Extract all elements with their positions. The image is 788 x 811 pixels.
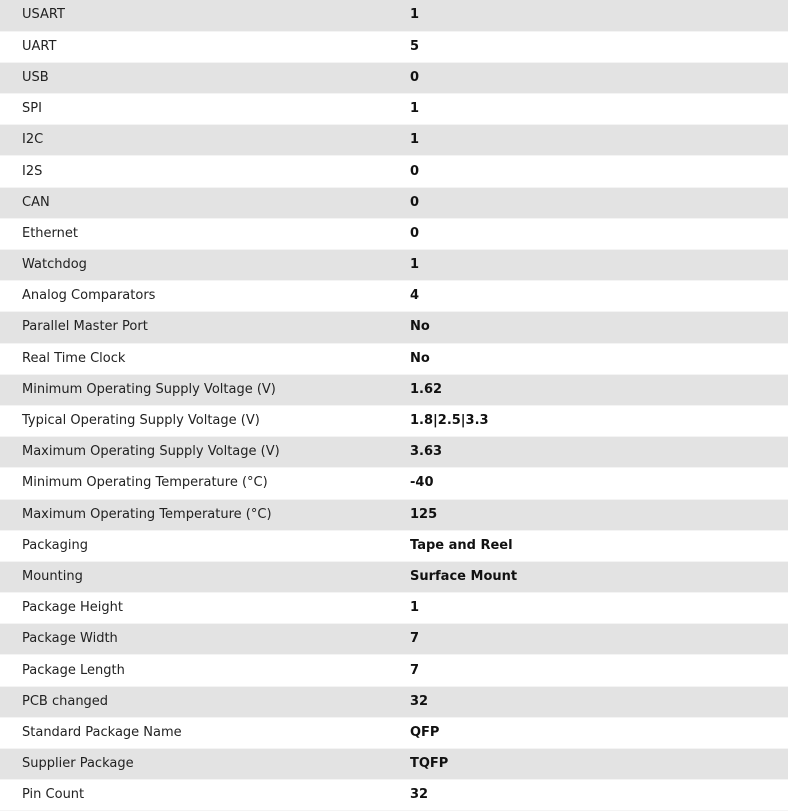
spec-value: 1.62: [410, 374, 788, 405]
spec-label: Typical Operating Supply Voltage (V): [0, 405, 410, 436]
spec-label: PCB changed: [0, 686, 410, 717]
spec-row-packaging: [0, 530, 788, 561]
spec-value: No: [410, 312, 788, 343]
spec-value: 0: [410, 187, 788, 218]
spec-value: 1: [410, 125, 788, 156]
spec-value: 1: [410, 250, 788, 281]
spec-row-package-width: [0, 624, 788, 655]
spec-row-max-supply-voltage: [0, 437, 788, 468]
spec-value: 0: [410, 156, 788, 187]
spec-label: Maximum Operating Supply Voltage (V): [0, 437, 410, 468]
spec-label: I2S: [0, 156, 410, 187]
spec-value: 7: [410, 624, 788, 655]
spec-label: Supplier Package: [0, 749, 410, 780]
spec-row-real-time-clock: [0, 343, 788, 374]
spec-value: 0: [410, 62, 788, 93]
spec-row-max-temperature: [0, 499, 788, 530]
spec-row-supplier-package: [0, 749, 788, 780]
spec-label: Package Height: [0, 593, 410, 624]
spec-row-package-height: [0, 593, 788, 624]
spec-row-usb: [0, 62, 788, 93]
spec-label: USART: [0, 0, 410, 31]
spec-label: Package Length: [0, 655, 410, 686]
spec-value: 1: [410, 94, 788, 125]
spec-label: Minimum Operating Supply Voltage (V): [0, 374, 410, 405]
spec-label: Analog Comparators: [0, 281, 410, 312]
spec-row-spi: [0, 94, 788, 125]
spec-row-pin-count: [0, 780, 788, 811]
spec-value: 1: [410, 0, 788, 31]
spec-value: QFP: [410, 717, 788, 748]
spec-value: 1.8|2.5|3.3: [410, 405, 788, 436]
spec-label: UART: [0, 31, 410, 62]
spec-value: 5: [410, 31, 788, 62]
spec-row-typical-supply-voltage: [0, 405, 788, 436]
spec-row-standard-package-name: [0, 717, 788, 748]
spec-label: Pin Count: [0, 780, 410, 811]
spec-label: Package Width: [0, 624, 410, 655]
spec-label: Packaging: [0, 530, 410, 561]
spec-value: 0: [410, 218, 788, 249]
spec-label: CAN: [0, 187, 410, 218]
spec-value: 3.63: [410, 437, 788, 468]
spec-value: 4: [410, 281, 788, 312]
spec-label: SPI: [0, 94, 410, 125]
spec-value: 125: [410, 499, 788, 530]
spec-row-i2s: [0, 156, 788, 187]
spec-value: 32: [410, 686, 788, 717]
spec-label: Ethernet: [0, 218, 410, 249]
spec-label: Maximum Operating Temperature (°C): [0, 499, 410, 530]
spec-value: No: [410, 343, 788, 374]
spec-label: Minimum Operating Temperature (°C): [0, 468, 410, 499]
spec-label: I2C: [0, 125, 410, 156]
spec-row-mounting: [0, 561, 788, 592]
spec-row-watchdog: [0, 250, 788, 281]
spec-label: USB: [0, 62, 410, 93]
spec-label: Watchdog: [0, 250, 410, 281]
spec-row-uart: [0, 31, 788, 62]
spec-row-i2c: [0, 125, 788, 156]
spec-row-parallel-master-port: [0, 312, 788, 343]
spec-label: Mounting: [0, 561, 410, 592]
spec-value: 7: [410, 655, 788, 686]
spec-value: -40: [410, 468, 788, 499]
spec-row-pcb-changed: [0, 686, 788, 717]
spec-row-ethernet: [0, 218, 788, 249]
spec-row-can: [0, 187, 788, 218]
spec-row-package-length: [0, 655, 788, 686]
spec-label: Real Time Clock: [0, 343, 410, 374]
spec-row-analog-comparators: [0, 281, 788, 312]
spec-value: Tape and Reel: [410, 530, 788, 561]
spec-row-usart: [0, 0, 788, 31]
spec-row-min-temperature: [0, 468, 788, 499]
spec-value: TQFP: [410, 749, 788, 780]
spec-value: 32: [410, 780, 788, 811]
spec-row-min-supply-voltage: [0, 374, 788, 405]
spec-label: Standard Package Name: [0, 717, 410, 748]
spec-value: Surface Mount: [410, 561, 788, 592]
spec-value: 1: [410, 593, 788, 624]
spec-label: Parallel Master Port: [0, 312, 410, 343]
